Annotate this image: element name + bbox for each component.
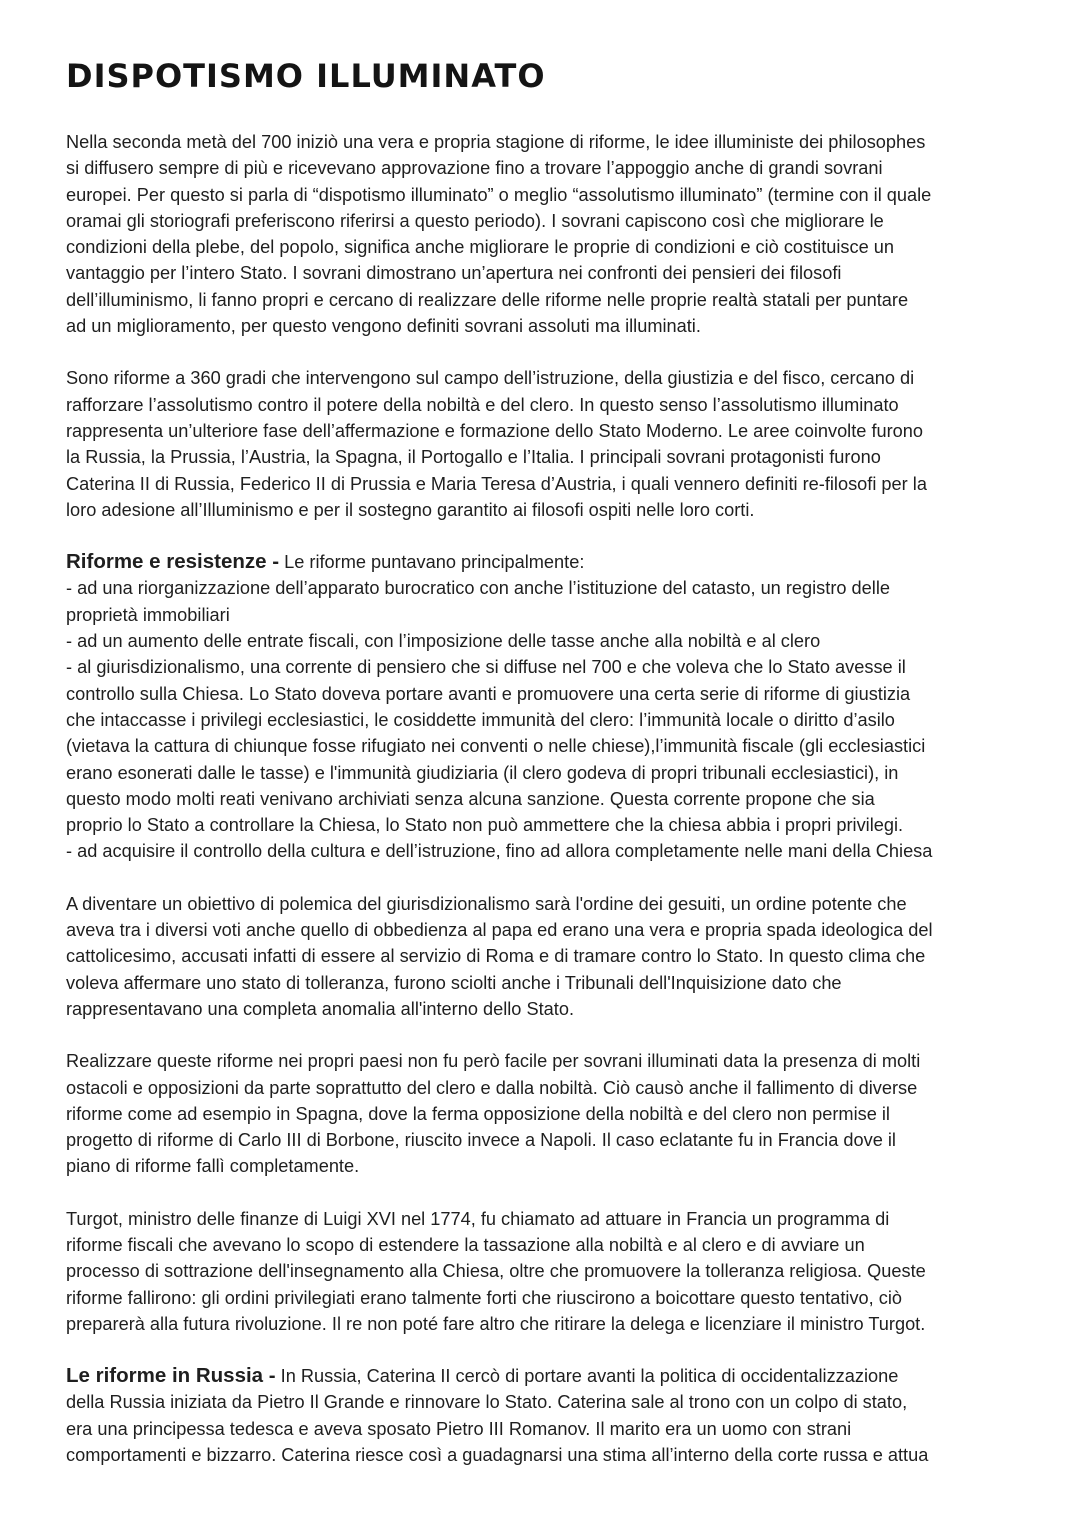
document-page [66,52,1026,1494]
list-item: - al giurisdizionalismo, una corrente di pensiero che si diffuse nel 700 e che voleva che lo Stato avesse il controllo sulla Chiesa. Lo Stato doveva portare avanti e promuovere una certa serie di riforme di giustizia che intaccasse i privilegi ecclesiastici, le cosiddette immunità del clero: l’immunità locale o diritto d’asilo (vietava la cattura di chiunque fosse rifugiato nei conventi o nelle chiese),l’immunità fiscale (gli ecclesiastici erano esonerati dalle le tasse) e l'immunità giudiziaria (il clero godeva di propri tribunali ecclesiastici), in questo modo molti reati venivano archiviati senza alcuna sanzione. Questa corrente propone che sia proprio lo Stato a controllare la Chiesa, lo Stato non può ammettere che la chiesa abbia i propri privilegi. [66,657,926,836]
paragraph-ostacoli: Realizzare queste riforme nei propri paesi non fu però facile per sovrani illuminati data la presenza di molti ostacoli e opposizioni da parte soprattutto del clero e dalla nobiltà. Ciò causò anche il fallimento di diverse riforme come ad esempio in Spagna, dove la ferma opposizione della nobiltà e del clero non permise il progetto di riforme di Carlo III di Borbone, riuscito invece a Napoli. Il caso eclatante fu in Francia dove il piano di riforme fallì completamente. [66,1051,921,1177]
section-heading-riforme: Riforme e resistenze - [66,550,280,574]
list-item: - ad una riorganizzazione dell’apparato burocratico con anche l’istituzione del catasto, un registro delle proprietà immobiliari [66,578,890,625]
list-item: - ad un aumento delle entrate fiscali, con l’imposizione delle tasse anche alla nobiltà e al clero [66,631,821,652]
section-text-russia: In Russia, Caterina II cercò di portare avanti la politica di occidentalizzazione della Russia iniziata da Pietro Il Grande e rinnovare lo Stato. Caterina sale al trono con un colpo di stato, era una principessa tedesca e aveva sposato Pietro III Romanov. Il marito era un uomo con strani comportamenti e bizzarro. Caterina riesce così a guadagnarsi una stima all’interno della corte russa e attua [66,1366,929,1466]
paragraph-intro: Nella seconda metà del 700 iniziò una vera e propria stagione di riforme, le idee illuministe dei philosophes si diffusero sempre di più e ricevevano approvazione fino a trovare l’appoggio anche di grandi sovrani europei. Per questo si parla di “dispotismo illuminato” o meglio “assolutismo illuminato” (termine con il quale oramai gli storiografi preferiscono riferirsi a questo periodo). I sovrani capiscono così che migliorare le condizioni della plebe, del popolo, significa anche migliorare le proprie di condizioni e ciò costituisce un vantaggio per l’intero Stato. I sovrani dimostrano un’apertura nei confronti dei pensieri dei filosofi dell’illuminismo, li fanno propri e cercano di realizzare delle riforme nelle proprie realtà statali per puntare ad un miglioramento, per questo vengono definiti sovrani assoluti ma illuminati. [66,132,932,337]
document-title: DISPOTISMO ILLUMINATO [66,57,546,95]
section-riforme-russia [66,1363,1026,1468]
list-item: - ad acquisire il controllo della cultura e dell’istruzione, fino ad allora completamente nelle mani della Chiesa [66,841,933,862]
paragraph-gesuiti: A diventare un obiettivo di polemica del giurisdizionalismo sarà l'ordine dei gesuiti, un ordine potente che aveva tra i diversi voti anche quello di obbedienza al papa ed erano una vera e propria spada ideologica del cattolicesimo, accusati infatti di essere al servizio di Roma e di tramare contro lo Stato. In questo clima che voleva affermare uno stato di tolleranza, furono sciolti anche i Tribunali dell'Inquisizione dato che rappresentavano una completa anomalia all'interno dello Stato. [66,893,933,1019]
section-riforme-resistenze [66,549,1026,865]
section-heading-russia: Le riforme in Russia - [66,1364,276,1388]
paragraph-turgot: Turgot, ministro delle finanze di Luigi XVI nel 1774, fu chiamato ad attuare in Francia un programma di riforme fiscali che avevano lo scopo di estendere la tassazione alla nobiltà e al clero e di avviare un processo di sottrazione dell'insegnamento alla Chiesa, oltre che promuovere la tolleranza religiosa. Queste riforme fallirono: gli ordini privilegiati erano talmente forti che riuscirono a boicottare questo tentativo, ciò preparerà alla futura rivoluzione. Il re non poté fare altro che ritirare la delega e licenziare il ministro Turgot. [66,1208,926,1334]
paragraph-riforme-360: Sono riforme a 360 gradi che intervengono sul campo dell’istruzione, della giustizia e del fisco, cercano di rafforzare l’assolutismo contro il potere della nobiltà e del clero. In questo senso l’assolutismo illuminato rappresenta un’ulteriore fase dell’affermazione e formazione dello Stato Moderno. Le aree coinvolte furono la Russia, la Prussia, l’Austria, la Spagna, il Portogallo e l’Italia. I principali sovrani protagonisti furono Caterina II di Russia, Federico II di Prussia e Maria Teresa d’Austria, i quali vennero definiti re-filosofi per la loro adesione all’Illuminismo e per il sostegno garantito ai filosofi ospiti nelle loro corti. [66,368,927,520]
section-intro-riforme: Le riforme puntavano principalmente: [279,552,585,573]
